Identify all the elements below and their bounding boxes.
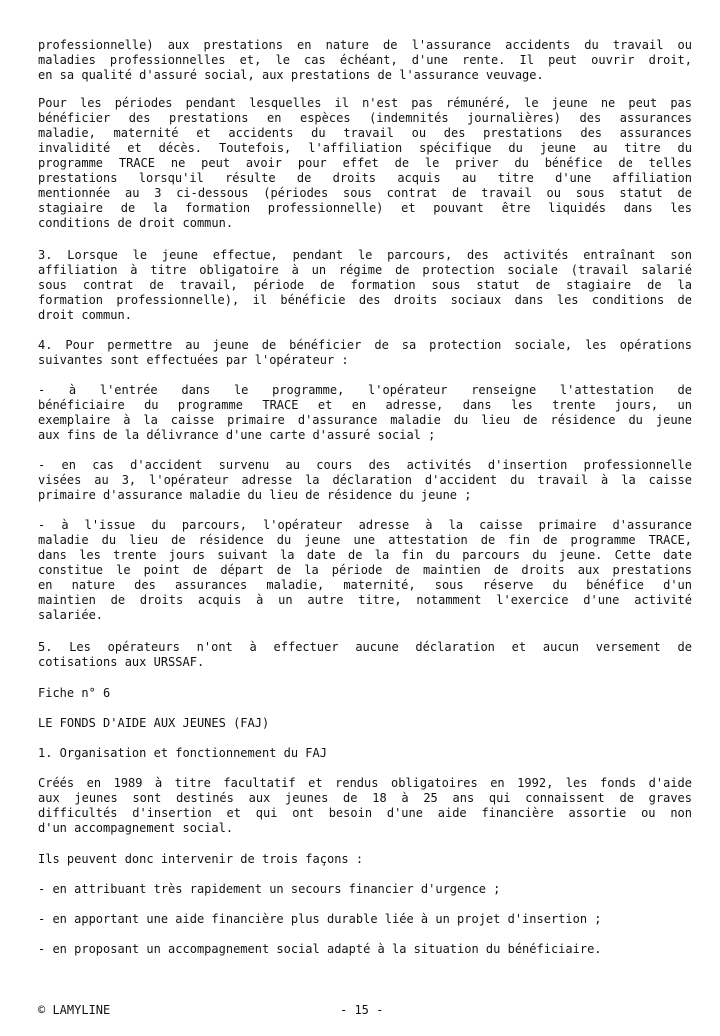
- text-line: maladie, maternité et accidents du travail ou des prestations des assurances: [38, 126, 692, 140]
- paragraph-assurance-prestations: [38, 38, 692, 83]
- subsection-title: 1. Organisation et fonctionnement du FAJ: [38, 746, 327, 760]
- text-line: salariée.: [38, 608, 104, 622]
- paragraph-point-4: [38, 338, 692, 368]
- paragraph-issue-parcours: [38, 518, 692, 623]
- text-line: maintien de droits acquis à un autre titre, notamment l'exercice d'une activité: [38, 593, 692, 607]
- fiche-number: Fiche n° 6: [38, 686, 111, 700]
- text-line: - en cas d'accident survenu au cours des activités d'insertion professionnelle: [38, 458, 692, 472]
- list-item: - en attribuant très rapidement un secours financier d'urgence ;: [38, 882, 501, 896]
- text-line: maladies professionnelles et, le cas échéant, d'une rente. Il peut ouvrir droit,: [38, 53, 692, 67]
- page-number: - 15 -: [340, 1003, 384, 1017]
- section-title: LE FONDS D'AIDE AUX JEUNES (FAJ): [38, 716, 270, 730]
- list-item: - en apportant une aide financière plus durable liée à un projet d'insertion ;: [38, 912, 602, 926]
- text-line: suivantes sont effectuées par l'opérateur :: [38, 353, 349, 367]
- text-line: dans les trente jours suivant la date de la fin du parcours du jeune. Cette date: [38, 548, 692, 562]
- text-line: conditions de droit commun.: [38, 216, 234, 230]
- list-item: - en proposant un accompagnement social adapté à la situation du bénéficiaire.: [38, 942, 602, 956]
- footer-publisher: © LAMYLINE: [38, 1003, 111, 1017]
- text-line: bénéficiaire du programme TRACE et en adresse, dans les trente jours, un: [38, 398, 692, 412]
- text-line: aux fins de la délivrance d'une carte d'assuré social ;: [38, 428, 436, 442]
- text-line: mentionnée au 3 ci-dessous (périodes sous contrat de travail ou sous statut de: [38, 186, 692, 200]
- list-intro: Ils peuvent donc intervenir de trois façons :: [38, 852, 364, 866]
- text-line: formation professionnelle), il bénéficie des droits sociaux dans les conditions de: [38, 293, 692, 307]
- text-line: professionnelle) aux prestations en nature de l'assurance accidents du travail ou: [38, 38, 692, 52]
- text-line: stagiaire de la formation professionnelle) et pouvant être liquidés dans les: [38, 201, 692, 215]
- paragraph-point-3: [38, 248, 692, 323]
- paragraph-point-5: [38, 640, 692, 670]
- text-line: 3. Lorsque le jeune effectue, pendant le parcours, des activités entraînant son: [38, 248, 692, 262]
- paragraph-entree-programme: [38, 383, 692, 443]
- text-line: visées au 3, l'opérateur adresse la déclaration d'accident du travail à la caisse: [38, 473, 692, 487]
- text-line: maladie du lieu de résidence du jeune une attestation de fin de programme TRACE,: [38, 533, 692, 547]
- text-line: Pour les périodes pendant lesquelles il n'est pas rémunéré, le jeune ne peut pas: [38, 96, 692, 110]
- text-line: exemplaire à la caisse primaire d'assurance maladie du lieu de résidence du jeune: [38, 413, 692, 427]
- text-line: - à l'issue du parcours, l'opérateur adresse à la caisse primaire d'assurance: [38, 518, 692, 532]
- paragraph-faj-presentation: [38, 776, 692, 836]
- text-line: bénéficier des prestations en espèces (indemnités journalières) des assurances: [38, 111, 692, 125]
- text-line: difficultés d'insertion et qui ont besoin d'une aide financière assortie ou non: [38, 806, 692, 820]
- text-line: d'un accompagnement social.: [38, 821, 234, 835]
- paragraph-periodes-non-remunerees: [38, 96, 692, 231]
- text-line: invalidité et décès. Toutefois, l'affiliation spécifique du jeune au titre du: [38, 141, 692, 155]
- text-line: affiliation à titre obligatoire à un régime de protection sociale (travail salarié: [38, 263, 692, 277]
- text-line: sous contrat de travail, période de formation sous statut de stagiaire de la: [38, 278, 692, 292]
- text-line: 4. Pour permettre au jeune de bénéficier de sa protection sociale, les opérations: [38, 338, 692, 352]
- text-line: prestations lorsqu'il résulte de droits acquis au titre d'une affiliation: [38, 171, 692, 185]
- text-line: - à l'entrée dans le programme, l'opérateur renseigne l'attestation de: [38, 383, 692, 397]
- text-line: constitue le point de départ de la période de maintien de droits aux prestations: [38, 563, 692, 577]
- paragraph-accident: [38, 458, 692, 503]
- text-line: en sa qualité d'assuré social, aux prestations de l'assurance veuvage.: [38, 68, 544, 82]
- text-line: programme TRACE ne peut avoir pour effet de le priver du bénéfice de telles: [38, 156, 692, 170]
- text-line: Créés en 1989 à titre facultatif et rendus obligatoires en 1992, les fonds d'aide: [38, 776, 692, 790]
- text-line: 5. Les opérateurs n'ont à effectuer aucune déclaration et aucun versement de: [38, 640, 692, 654]
- text-line: droit commun.: [38, 308, 132, 322]
- text-line: cotisations aux URSSAF.: [38, 655, 205, 669]
- text-line: en nature des assurances maladie, maternité, sous réserve du bénéfice d'un: [38, 578, 692, 592]
- text-line: primaire d'assurance maladie du lieu de résidence du jeune ;: [38, 488, 472, 502]
- text-line: aux jeunes sont destinés aux jeunes de 18 à 25 ans qui connaissent de graves: [38, 791, 692, 805]
